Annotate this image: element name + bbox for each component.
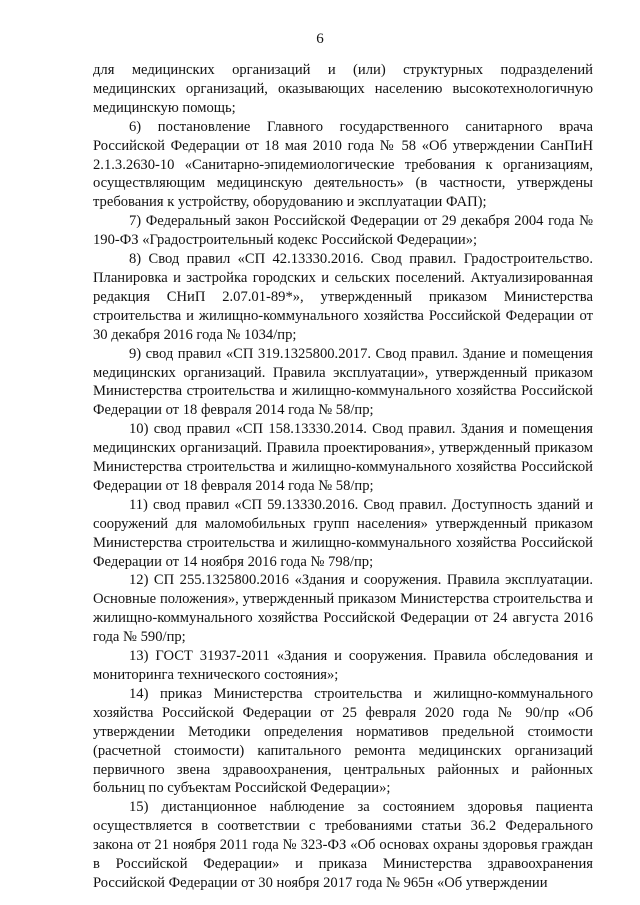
paragraph-continuation: для медицинских организаций и (или) структурных подразделений медицинских организаций, оказывающих населению высокотехнологичную медицинскую помощь; [93, 62, 593, 116]
list-item-14: 14) приказ Министерства строительства и жилищно-коммунального хозяйства Российской Федерации от 25 февраля 2020 года № 90/пр «Об утверждении Методики определения нормативов предельной стоимости (расчетной стоимости) капитального ремонта медицинских организаций первичного звена здравоохранения, центральных районных и районных больниц по субъектам Российской Федерации»; [93, 685, 593, 797]
list-item-8: 8) Свод правил «СП 42.13330.2016. Свод правил. Градостроительство. Планировка и застройка городских и сельских поселений. Актуализированная редакция СНиП 2.07.01-89*», утвержденный приказом Министерства строительства и жилищно-коммунального хозяйства Российской Федерации от 30 декабря 2016 года № 1034/пр; [93, 251, 593, 343]
document-body [93, 61, 593, 893]
list-item-10: 10) свод правил «СП 158.13330.2014. Свод правил. Здания и помещения медицинских организаций. Правила проектирования», утвержденный приказом Министерства строительства и жилищно-коммунального хозяйства Российской Федерации от 18 февраля 2014 года № 58/пр; [93, 421, 593, 494]
list-item-7: 7) Федеральный закон Российской Федерации от 29 декабря 2004 года № 190-ФЗ «Градостроительный кодекс Российской Федерации»; [93, 213, 593, 249]
page-number: 6 [316, 31, 324, 47]
list-item-15: 15) дистанционное наблюдение за состоянием здоровья пациента осуществляется в соответствии с требованиями статьи 36.2 Федерального закона от 21 ноября 2011 года № 323-ФЗ «Об основах охраны здоровья граждан в Российской Федерации» и приказа Министерства здравоохранения Российской Федерации от 30 ноября 2017 года № 965н «Об утверждении [93, 799, 593, 891]
list-item-11: 11) свод правил «СП 59.13330.2016. Свод правил. Доступность зданий и сооружений для маломобильных групп населения» утвержденный приказом Министерства строительства и жилищно-коммунального хозяйства Российской Федерации от 14 ноября 2016 года № 798/пр; [93, 496, 593, 570]
list-item-6: 6) постановление Главного государственного санитарного врача Российской Федерации от 18 мая 2010 года № 58 «Об утверждении СанПиН 2.1.3.2630-10 «Санитарно-эпидемиологические требования к организациям, осуществляющим медицинскую деятельность» (в частности, утверждены требования к устройству, оборудованию и эксплуатации ФАП); [93, 118, 593, 211]
list-item-9: 9) свод правил «СП 319.1325800.2017. Свод правил. Здание и помещения медицинских организаций. Правила эксплуатации», утвержденный приказом Министерства строительства и жилищно-коммунального хозяйства Российской Федерации от 18 февраля 2014 года № 58/пр; [93, 345, 593, 419]
list-item-12: 12) СП 255.1325800.2016 «Здания и сооружения. Правила эксплуатации. Основные положения», утвержденный приказом Министерства строительства и жилищно-коммунального хозяйства Российской Федерации от 24 августа 2016 года № 590/пр; [93, 572, 593, 646]
list-item-13: 13) ГОСТ 31937-2011 «Здания и сооружения. Правила обследования и мониторинга технического состояния»; [93, 648, 593, 683]
